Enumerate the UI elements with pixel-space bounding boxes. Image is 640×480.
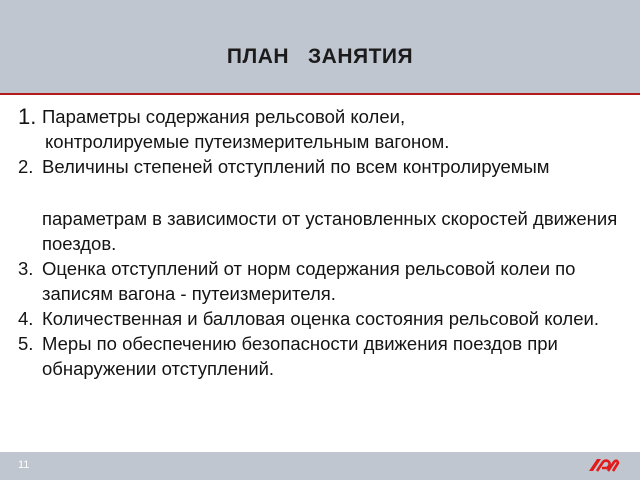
header-bar [0,0,640,93]
agenda-text: Количественная и балловая оценка состояния рельсовой колеи. [42,308,599,329]
agenda-item-4 [18,306,630,331]
blank-line [42,179,630,206]
agenda-text-line2: параметрам в зависимости от установленных скоростей движения поездов. [42,208,618,254]
agenda-item-5 [18,331,630,381]
agenda-text-line1: Параметры содержания рельсовой колеи, [42,106,406,127]
header-divider [0,93,640,95]
agenda-text-line2: контролируемые путеизмерительным вагоном. [45,131,450,152]
footer-bar [0,452,640,480]
agenda-number: 4. [18,308,34,329]
agenda-item-2 [18,154,630,256]
agenda-item-1 [18,104,630,154]
agenda-text-line1: Величины степеней отступлений по всем контролируемым [42,156,550,177]
agenda-text: Меры по обеспечению безопасности движения поездов при обнаружении отступлений. [42,333,558,379]
agenda-number: 5. [18,333,34,354]
agenda-number: 3. [18,258,34,279]
rzd-logo-icon [586,456,620,476]
slide-number: 11 [18,459,30,471]
agenda-list [18,104,630,381]
slide-title: ПЛАН ЗАНЯТИЯ [226,45,414,68]
agenda-text: Оценка отступлений от норм содержания рельсовой колеи по записям вагона - путеизмерителя. [42,258,576,304]
agenda-item-3 [18,256,630,306]
agenda-number: 1. [18,104,37,129]
agenda-number: 2. [18,156,34,177]
